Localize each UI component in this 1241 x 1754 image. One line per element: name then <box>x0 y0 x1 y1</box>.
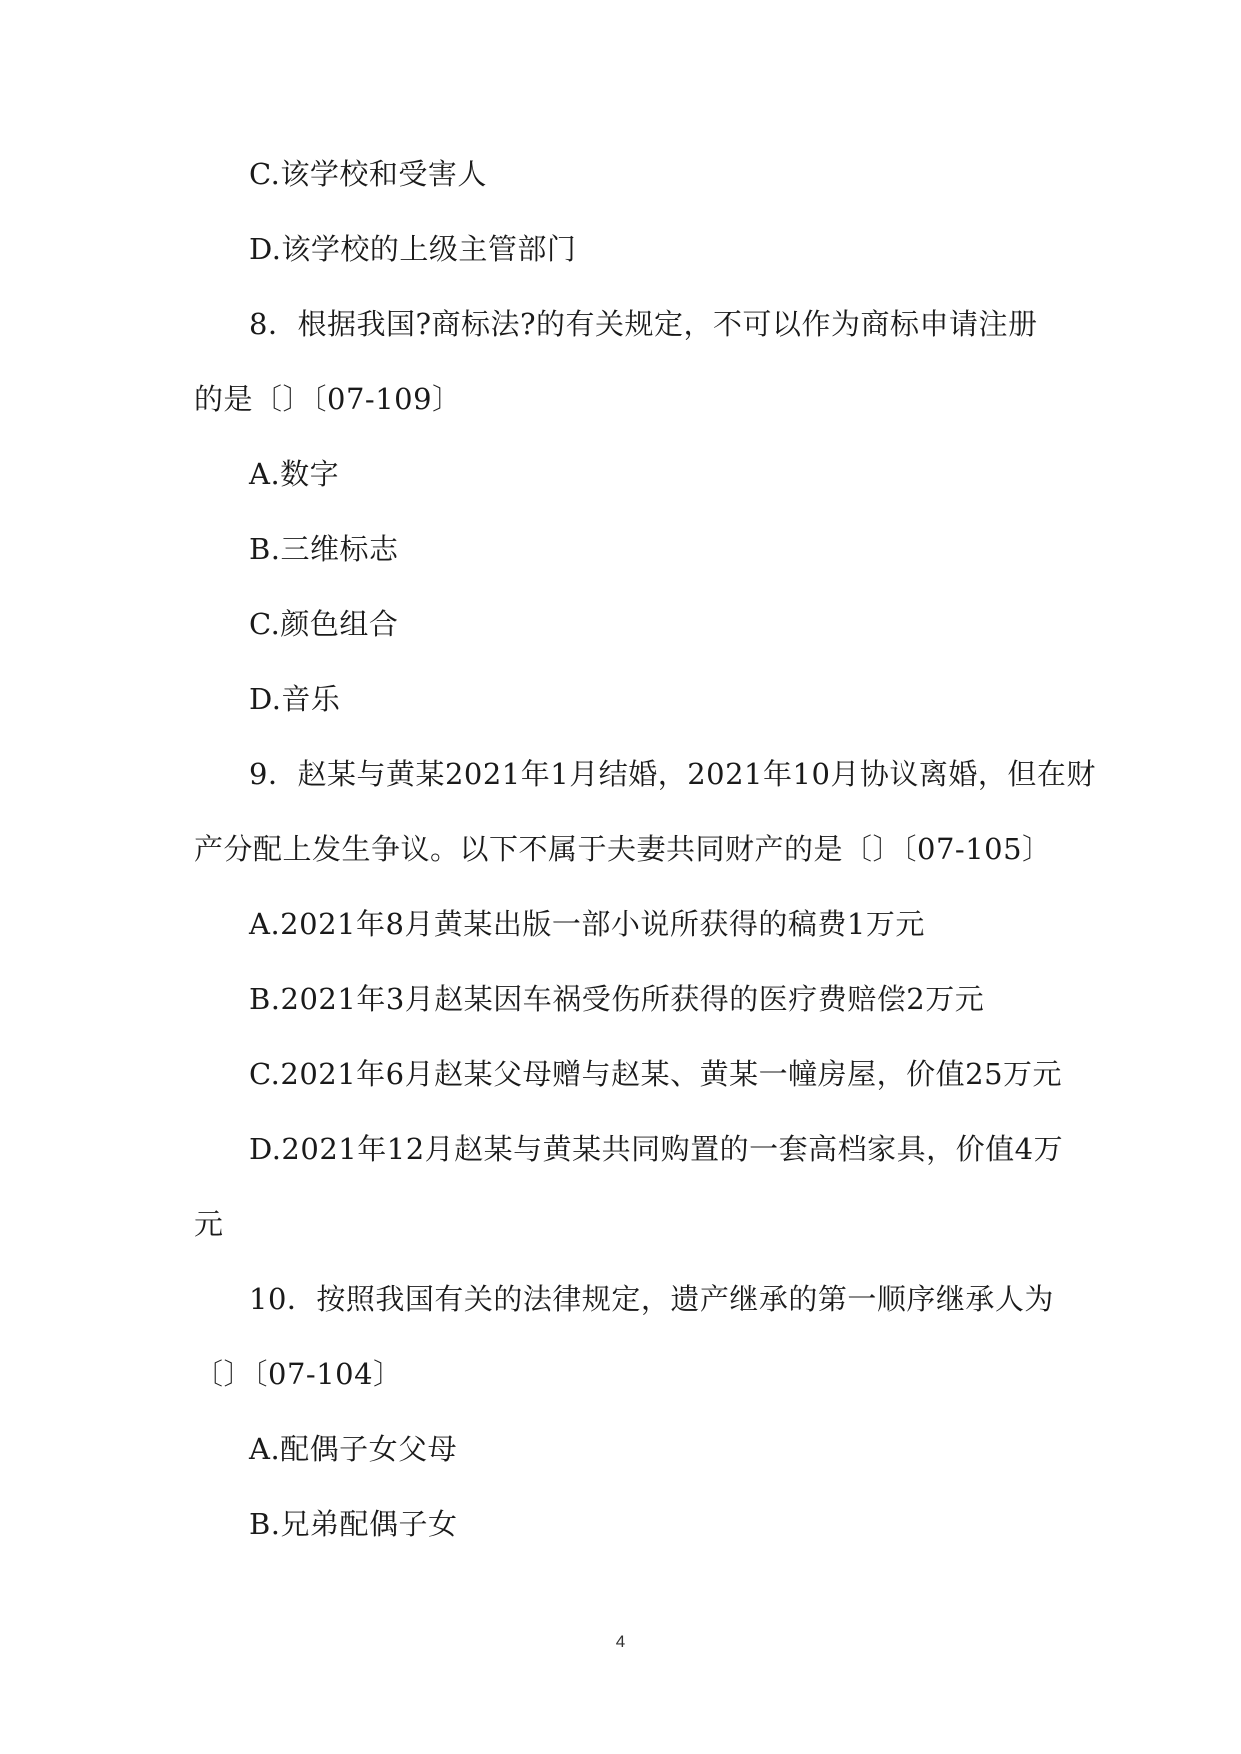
question-10-line-2: 〔〕〔07-104〕 <box>194 1357 403 1391</box>
option-a-q10: A.配偶子女父母 <box>249 1432 458 1466</box>
option-d-q9-line-2: 元 <box>194 1207 224 1241</box>
option-c-q9: C.2021年6月赵某父母赠与赵某、黄某一幢房屋，价值25万元 <box>249 1057 1063 1091</box>
option-c-q7: C.该学校和受害人 <box>249 157 487 191</box>
option-a-q9: A.2021年8月黄某出版一部小说所获得的稿费1万元 <box>249 907 925 941</box>
page-number: 4 <box>615 1632 626 1651</box>
option-d-q9-line-1: D.2021年12月赵某与黄某共同购置的一套高档家具，价值4万 <box>249 1132 1064 1166</box>
option-c-q8: C.颜色组合 <box>249 607 399 641</box>
option-a-q8: A.数字 <box>249 457 340 491</box>
option-b-q10: B.兄弟配偶子女 <box>249 1507 458 1541</box>
question-9-line-2: 产分配上发生争议。以下不属于夫妻共同财产的是〔〕〔07-105〕 <box>194 832 1052 866</box>
option-d-q7: D.该学校的上级主管部门 <box>249 232 577 266</box>
question-8-line-2: 的是〔〕〔07-109〕 <box>194 382 462 416</box>
question-10-line-1: 10．按照我国有关的法律规定，遗产继承的第一顺序继承人为 <box>249 1282 1054 1316</box>
question-9-line-1: 9．赵某与黄某2021年1月结婚，2021年10月协议离婚，但在财 <box>249 757 1096 791</box>
option-b-q8: B.三维标志 <box>249 532 399 566</box>
option-b-q9: B.2021年3月赵某因车祸受伤所获得的医疗费赔偿2万元 <box>249 982 985 1016</box>
option-d-q8: D.音乐 <box>249 682 341 716</box>
question-8-line-1: 8．根据我国?商标法?的有关规定，不可以作为商标申请注册 <box>249 307 1038 341</box>
